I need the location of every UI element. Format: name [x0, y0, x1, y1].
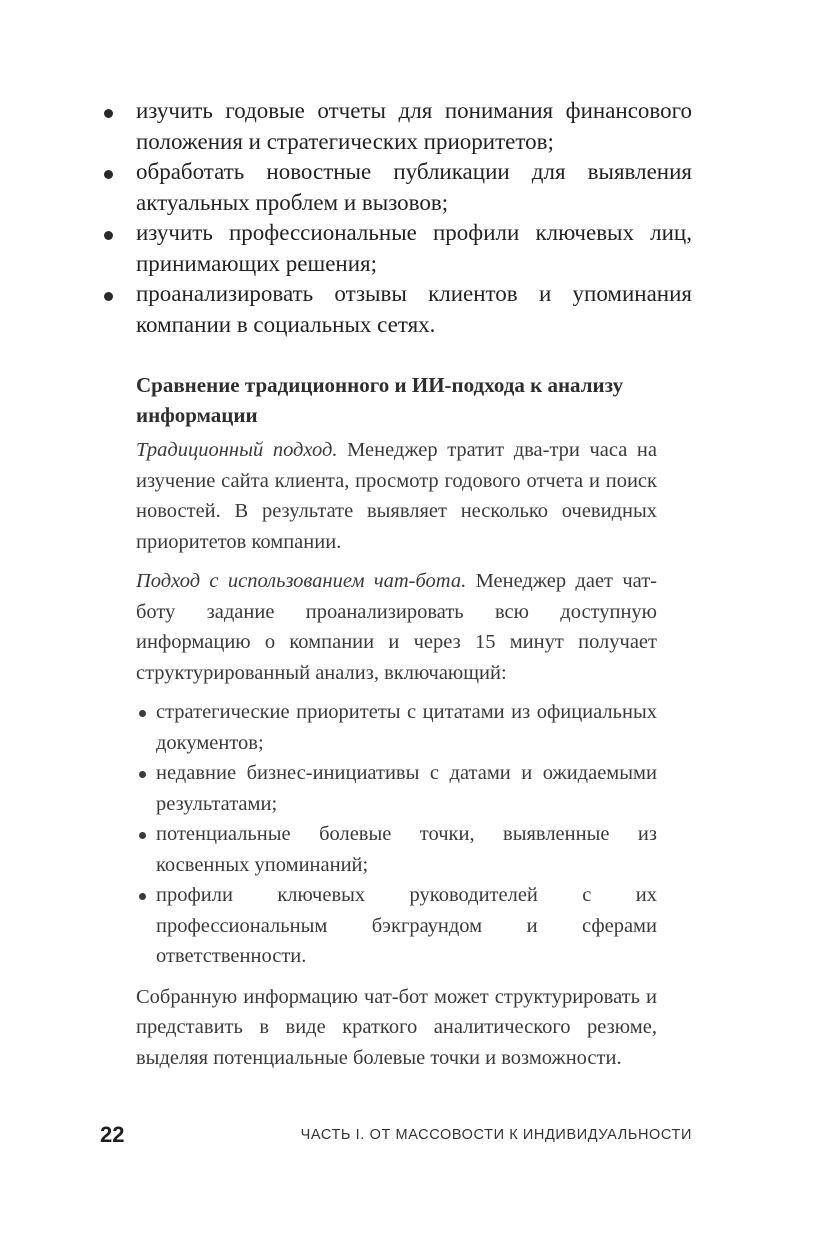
list-item-text: изучить профессиональные профили ключевых лиц, принимающих решения; — [136, 220, 692, 276]
list-item-text: проанализировать отзывы клиентов и упоминания компании в социальных сетях. — [136, 281, 692, 337]
bullet-icon — [139, 893, 146, 900]
comparison-section — [136, 370, 657, 1082]
list-item — [136, 819, 657, 880]
list-item — [100, 218, 692, 279]
bullet-icon — [139, 771, 146, 778]
list-item-text: профили ключевых руководителей с их профессиональным бэкграундом и сферами ответственности. — [156, 884, 657, 967]
bullet-icon — [104, 109, 113, 118]
page-footer — [100, 1122, 692, 1152]
list-item-text: изучить годовые отчеты для понимания финансового положения и стратегических приоритетов; — [136, 98, 692, 154]
list-item-text: недавние бизнес-инициативы с датами и ожидаемыми результатами; — [156, 762, 657, 815]
list-item — [136, 697, 657, 758]
list-item — [100, 279, 692, 340]
bullet-icon — [104, 292, 113, 301]
top-bullet-list — [100, 96, 692, 340]
analysis-bullet-list — [136, 697, 657, 972]
bullet-icon — [104, 170, 113, 179]
closing-paragraph: Собранную информацию чат-бот может структурировать и представить в виде краткого аналитического резюме, выделяя потенциальные болевые точки и возможности. — [136, 985, 657, 1069]
bullet-icon — [104, 231, 113, 240]
list-item-text: стратегические приоритеты с цитатами из официальных документов; — [156, 701, 657, 754]
list-item — [136, 880, 657, 972]
ai-approach-paragraph — [136, 566, 657, 688]
list-item — [100, 157, 692, 218]
traditional-approach-text: Менеджер тратит два-три часа на изучение сайта клиента, просмотр годового отчета и поиск новостей. В результате выявляет несколько очевидных приоритетов компании. — [136, 439, 657, 553]
list-item — [100, 96, 692, 157]
bullet-icon — [139, 832, 146, 839]
list-item-text: потенциальные болевые точки, выявленные из косвенных упоминаний; — [156, 823, 657, 876]
running-title: ЧАСТЬ I. ОТ МАССОВОСТИ К ИНДИВИДУАЛЬНОСТИ — [300, 1127, 692, 1143]
ai-approach-label: Подход с использованием чат-бота. — [136, 570, 467, 592]
list-item — [136, 758, 657, 819]
traditional-approach-paragraph — [136, 435, 657, 557]
section-heading: Сравнение традиционного и ИИ-подхода к анализу информации — [136, 373, 624, 427]
page-number: 22 — [100, 1122, 125, 1147]
bullet-icon — [139, 710, 146, 717]
list-item-text: обработать новостные публикации для выявления актуальных проблем и вызовов; — [136, 159, 692, 215]
ai-approach-text: Менеджер дает чат-боту задание проанализировать всю доступную информацию о компании и через 15 минут получает структурированный анализ, включающий: — [136, 570, 657, 684]
traditional-approach-label: Традиционный подход. — [136, 439, 338, 461]
